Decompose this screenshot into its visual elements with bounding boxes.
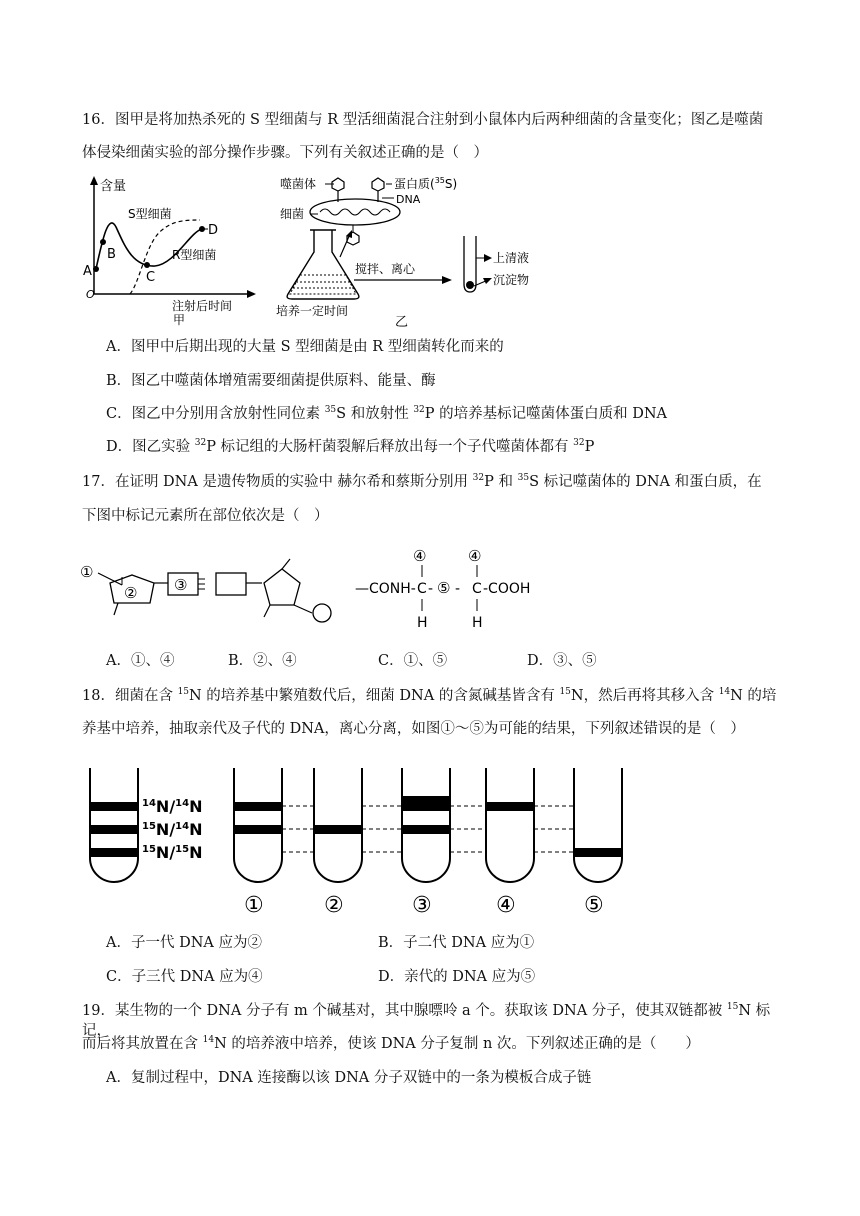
hydrogen-atom: H (472, 615, 483, 631)
s-curve-label: S型细菌 (128, 207, 172, 221)
q18-stem-line1: 18．细菌在含 $^{15}$N 的培养基中繁殖数代后，细菌 DNA 的含氮碱基皆含有 $^{15}$N，然后再将其移入含 $^{14}$N 的培 (82, 687, 777, 704)
q16-option-d[interactable]: D．图乙实验 $^{32}$P 标记组的大肠杆菌裂解后释放出每一个子代噬菌体都有 $^{32}$P (106, 438, 595, 455)
base-box (216, 573, 246, 595)
band-label-14n14n: $^{14}$N/$^{14}$N (142, 797, 203, 816)
band-label-15n15n: $^{15}$N/$^{15}$N (142, 843, 203, 862)
q19-option-a[interactable]: A．复制过程中，DNA 连接酶以该 DNA 分子双链中的一条为模板合成子链 (106, 1070, 592, 1086)
q16-stem-line1: 16．图甲是将加热杀死的 S 型细菌与 R 型活细菌混合注射到小鼠体内后两种细菌的含量变化；图乙是噬菌 (82, 112, 764, 128)
hydrogen-atom: H (417, 615, 428, 631)
q16-stem-line2: 体侵染细菌实验的部分操作步骤。下列有关叙述正确的是（ ） (82, 145, 488, 161)
q18-option-d[interactable]: D．亲代的 DNA 应为⑤ (378, 969, 536, 985)
protein-label: 蛋白质($^{35}$S) (394, 176, 458, 191)
q19-stem-line2: 而后将其放置在含 $^{14}$N 的培养液中培养，使该 DNA 分子复制 n 次。下列叙述正确的是（ ） (82, 1035, 700, 1052)
point-b-label: B (107, 247, 116, 262)
tube-3 (402, 768, 450, 882)
r-curve-label: R型细菌 (172, 248, 217, 262)
point-d-label: D (208, 223, 219, 238)
tube-4 (486, 768, 534, 882)
y-axis-label: 含量 (100, 179, 127, 194)
tube-3-label: ③ (412, 893, 432, 918)
culture-flask (287, 230, 359, 299)
q18-option-b[interactable]: B．子二代 DNA 应为① (378, 935, 535, 951)
tube-4-label: ④ (496, 893, 516, 918)
q16-option-b[interactable]: B．图乙中噬菌体增殖需要细菌提供原料、能量、酶 (106, 373, 436, 389)
q18-option-c[interactable]: C．子三代 DNA 应为④ (106, 969, 263, 985)
q16-figure-yi (270, 172, 560, 332)
q18-centrifuge-figure (80, 760, 640, 920)
q17-nucleotide-figure (78, 555, 340, 625)
stir-centrifuge-label: 搅拌、离心 (355, 262, 416, 276)
x-axis-label: 注射后时间 (172, 299, 233, 313)
phage-label: 噬菌体 (280, 177, 317, 191)
bacteria-dna (320, 209, 390, 215)
band-14n14n (90, 802, 138, 811)
tube-5 (574, 768, 622, 882)
site-5-label: ⑤ (437, 579, 451, 597)
phosphate-circle (313, 604, 331, 622)
phage-head (372, 178, 384, 191)
q17-stem-line1: 17．在证明 DNA 是遗传物质的实验中 赫尔希和蔡斯分别用 $^{32}$P 和 $^{35}$S 标记噬菌体的 DNA 和蛋白质，在 (82, 473, 762, 490)
q17-option-a[interactable]: A．①、④ (106, 653, 175, 669)
tube-5-label: ⑤ (584, 893, 604, 918)
cooh-group: -COOH (483, 581, 531, 597)
q18-stem-line2: 养基中培养，抽取亲代及子代的 DNA，离心分离，如图①～⑤为可能的结果，下列叙述错误的是（ ） (82, 721, 745, 737)
point-c-label: C (146, 270, 156, 285)
site-2-label: ② (124, 584, 138, 602)
site-1-label: ① (80, 563, 94, 581)
svg-text:-: - (455, 581, 461, 597)
svg-text:-: - (428, 581, 434, 597)
q17-option-d[interactable]: D．③、⑤ (527, 653, 597, 669)
r-bacteria-curve (96, 223, 202, 269)
reference-tube (90, 768, 138, 882)
band-15n14n (90, 825, 138, 834)
site-4-label: ④ (468, 547, 482, 565)
q17-amino-acid-figure (355, 543, 555, 638)
origin-label: O (86, 288, 95, 301)
q16-figure-jia (80, 172, 260, 327)
q17-option-c[interactable]: C．①、⑤ (378, 653, 448, 669)
point-a-label: A (83, 264, 92, 279)
conh-group: —CONH- (355, 581, 416, 597)
bacteria-label: 细菌 (280, 207, 305, 221)
q19-stem-line1: 19．某生物的一个 DNA 分子有 m 个碱基对，其中腺嘌呤 a 个。获取该 DNA 分子，使其双链都被 $^{15}$N 标记， (82, 1002, 771, 1039)
carbon-atom: C (472, 581, 482, 597)
tube-2 (314, 768, 362, 882)
q16-option-a[interactable]: A．图甲中后期出现的大量 S 型细菌是由 R 型细菌转化而来的 (106, 339, 504, 355)
tube-1-label: ① (244, 893, 264, 918)
site-3-label: ③ (174, 576, 188, 594)
band-15n15n (90, 848, 138, 857)
sediment-label: 沉淀物 (493, 273, 530, 287)
culture-label: 培养一定时间 (276, 304, 349, 318)
q16-option-c[interactable]: C．图乙中分别用含放射性同位素 $^{35}$S 和放射性 $^{32}$P 的培养基标记噬菌体蛋白质和 DNA (106, 405, 668, 422)
dna-label: DNA (396, 193, 421, 206)
pentose-ring (264, 569, 300, 605)
q17-option-b[interactable]: B．②、④ (228, 653, 297, 669)
q17-stem-line2: 下图中标记元素所在部位依次是（ ） (82, 508, 329, 524)
q18-option-a[interactable]: A．子一代 DNA 应为② (106, 935, 262, 951)
caption-yi: 乙 (395, 315, 409, 330)
tube-1 (234, 768, 282, 882)
site-4-label: ④ (413, 547, 427, 565)
band-label-15n14n: $^{15}$N/$^{14}$N (142, 820, 203, 839)
caption-jia: 甲 (173, 313, 186, 327)
alpha-carbon: C (417, 581, 427, 597)
supernatant-label: 上清液 (493, 251, 530, 265)
tube-2-label: ② (324, 893, 344, 918)
bacteria-cell (310, 199, 400, 225)
